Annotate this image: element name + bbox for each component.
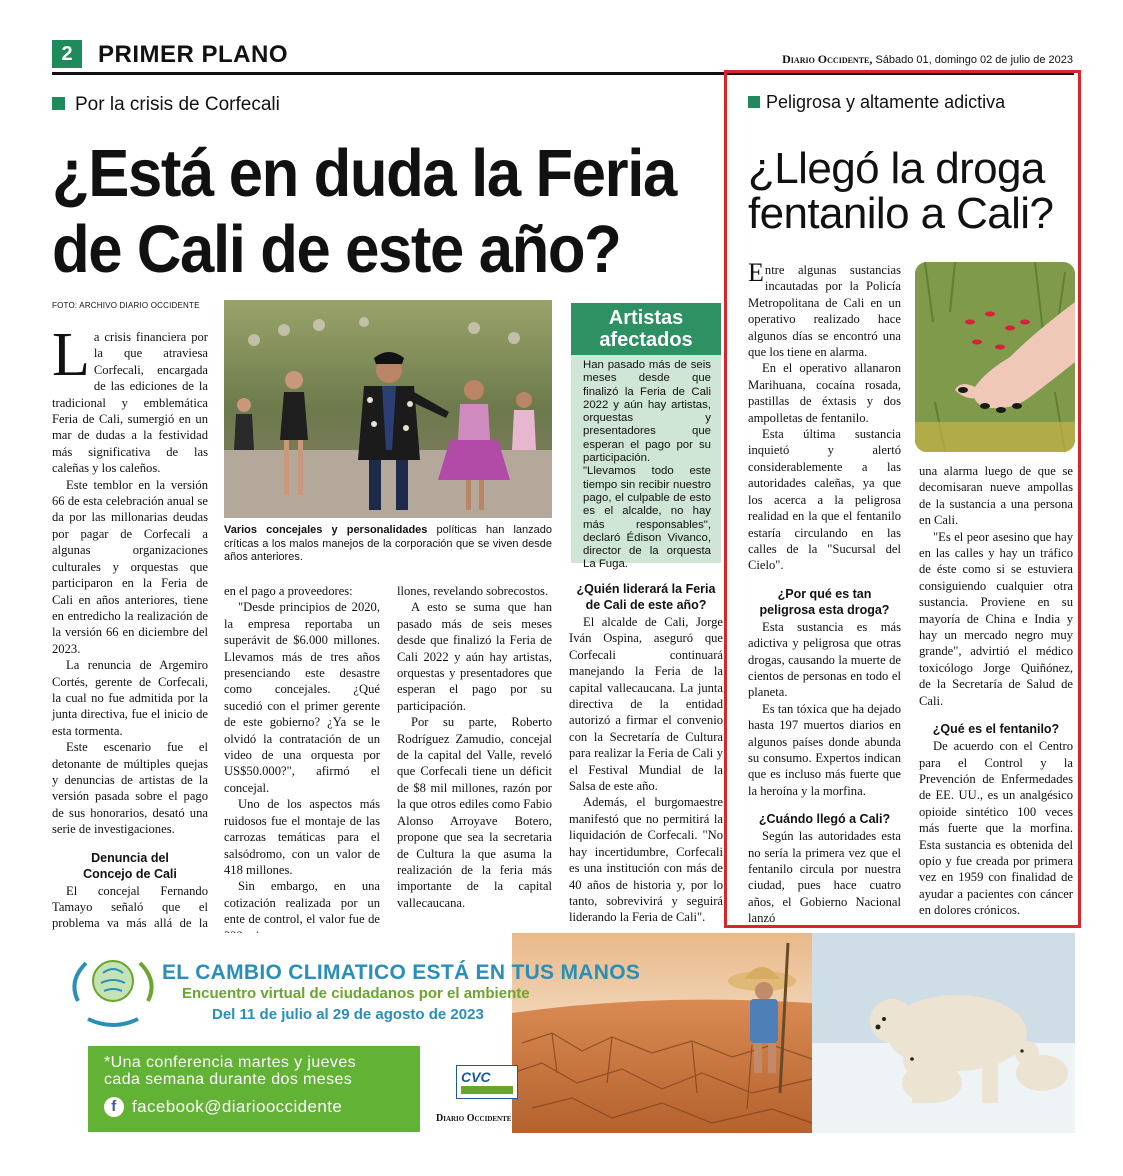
dropcap: L — [52, 321, 90, 389]
dateline — [782, 52, 1073, 67]
dropcap: E — [748, 258, 764, 287]
main-column-3 — [397, 583, 552, 911]
cvc-logo-band — [461, 1086, 513, 1094]
facebook-link[interactable] — [104, 1097, 410, 1117]
main-column-4 — [569, 569, 723, 926]
main-headline-line1: ¿Está en duda la Feria — [52, 136, 676, 211]
paragraph: A esto se suma que han pasado más de seis meses desde que finalizó la Feria de Cali 2022 y aún hay artistas, orquestas y presentadores que esperan el pago por su participación. — [397, 600, 552, 713]
ad-publication-logo: Diario Occidente — [436, 1113, 512, 1124]
hand-illustration — [915, 262, 1075, 452]
subheading-line: Denuncia del — [91, 850, 169, 865]
sidebar-paragraph: "Llevamos todo este tiempo sin recibir nuestro pago, el culpable de esto es el alcalde, no hay más responsables", declaró Édison Vivanco, director de la orquesta La Fuga. — [583, 465, 711, 571]
publication-name: Diario Occidente, — [782, 52, 873, 66]
paragraph: ntre algunas sustancias incautadas por la Policía Metropolitana de Cali en un operativo realizado hace algunos días se encontró una que los tiene en alarma. — [748, 263, 901, 360]
subheading-line: peligrosa esta droga? — [759, 602, 890, 617]
paragraph: "Es el peor asesino que hay en las calles y hay un tráfico de éste como si se estuviera consiguiendo cualquier otra sustancia. Proviene en su mayoría de China e India y hay un mercado negro muy grande", advirtió el médico toxicólogo Jorge Quiñónez, de la Secretaría de Salud de Cali. — [919, 529, 1073, 708]
paragraph: en el pago a proveedores: — [224, 584, 353, 598]
paragraph: llones, revelando sobrecostos. — [397, 584, 549, 598]
main-headline — [52, 136, 678, 288]
paragraph: Este temblor en la versión 66 de esta celebración anual se da por las millonarias deudas por pagar de Corfecali a algunas organizaciones culturales y orquestas que participaron en la Feria de Cali en años anteriores, tiene en entredicho la realización de la versión 66 en diciembre del 2023. — [52, 477, 208, 656]
paragraph: Además, el burgomaestre manifestó que no permitirá la liquidación de Corfecali. "No hay incertidumbre, Corfecali es una institución con más de 40 años de historia y, por lo tanto, sobrevivirá y seguirá liderando la Feria de Cali". — [569, 795, 723, 925]
issue-date: Sábado 01, domingo 02 de julio de 2023 — [875, 54, 1073, 66]
paragraph: Es tan tóxica que ha dejado hasta 197 muertos diarios en algunos países donde abunda su consumo. Expertos indican que es incluso más fuerte que la heroína y la morfina. — [748, 701, 901, 798]
sidebar-paragraph: Han pasado más de seis meses desde que finalizó la Feria de Cali 2022 y aún hay artistas, orquestas y presentadores que esperan el pago por su participación. — [583, 359, 711, 465]
right-headline — [748, 146, 1078, 236]
paragraph: una alarma luego de que se decomisaran nueve ampollas de la sustancia a una persona en Cali. — [919, 464, 1073, 528]
dancers-illustration — [224, 300, 552, 518]
right-column-2 — [919, 463, 1073, 919]
paragraph: Sin embargo, en una cotización realizada por un ente de control, el valor fue de — [224, 879, 380, 927]
paragraph: "Desde principios de 2020, la empresa reportaba un superávit de $6.000 millones. Llevamos más de tres años presenciando este desastre como concejales. ¿Qué sucedió con el primer gerente de este gobierno? ¿Ya se le olvidó la contratación de un video de una orquesta por US$50.000?", afirmó el concejal. — [224, 600, 380, 795]
paragraph: Según las autoridades esta no sería la primera vez que el fentanilo circula por nuestra ciudad, pues hace cuatro años, el Gobierno Nacional lanzó — [748, 829, 901, 926]
ad-subtitle: Encuentro virtual de ciudadanos por el ambiente — [182, 985, 530, 1002]
main-kicker — [52, 94, 280, 116]
photo-credit: FOTO: ARCHIVO DIARIO OCCIDENTE — [52, 301, 200, 310]
paragraph: Esta última sustancia inquietó y alertó considerablemente a las autoridades caleñas, ya que los acerca a la peligrosa realidad en la que el fentanilo estaría circulando en las calles de la "Sucursal del Cielo". — [748, 427, 901, 573]
paragraph: De acuerdo con el Centro para el Control y la Prevención de Enfermedades de EE. UU., es un analgésico opioide sintético 100 veces más fuerte que la morfina. Esta sustancia es obtenida del opio y fue creada por primera vez en 1959 con finalidad de ayudar a pacientes con cáncer en dolores crónicos. — [919, 739, 1073, 918]
subheading-line: Concejo de Cali — [83, 866, 177, 881]
facebook-handle: facebook@diariooccidente — [132, 1097, 343, 1116]
paragraph: Por su parte, Roberto Rodríguez Zamudio, concejal de la capital del Valle, reveló que Corfecali tiene un déficit de $8 mil millones, razón por la que otros ediles como Fabio Alonso Arroyave Botero, propone que sea la secretaria de Cultura la que asuma la realización de la feria más importante de la capital vallecaucana. — [397, 715, 552, 910]
main-column-1 — [52, 321, 208, 948]
ad-info-line1: *Una conferencia martes y jueves — [104, 1054, 357, 1071]
subheading-line: ¿Por qué es tan — [777, 586, 872, 601]
main-kicker-text: Por la crisis de Corfecali — [75, 94, 280, 115]
paragraph: En el operativo allanaron Marihuana, cocaína rosada, pastillas de éxtasis y dos ampolletas de fentanilo. — [748, 361, 901, 425]
paragraph: a crisis financiera por la que atraviesa Corfecali, encargada de las ediciones de la tradicional y emblemática Feria de Cali, sumergió en un mar de dudas a la festividad más significativa de las caleñas y los caleños. — [52, 330, 208, 476]
paragraph: El concejal Fernando Tamayo señaló que el problema va más allá de la — [52, 883, 208, 931]
ad-dates: Del 11 de julio al 29 de agosto de 2023 — [212, 1006, 484, 1023]
main-column-2 — [224, 583, 380, 944]
subheading — [569, 581, 723, 613]
cvc-logo — [456, 1065, 518, 1099]
ad-info-box — [88, 1046, 420, 1132]
subheading: ¿Qué es el fentanilo? — [932, 722, 1060, 737]
facebook-icon: f — [104, 1097, 124, 1117]
sidebar-title — [571, 303, 721, 355]
subheading — [748, 586, 901, 618]
subheading-line: ¿Quién liderará la Feria — [576, 582, 716, 596]
paragraph: La renuncia de Argemiro Cortés, gerente de Corfecali, la cual no fue admitida por la junta directiva, fue el inicio de esta tormenta. — [52, 658, 208, 738]
paragraph: Esta sustancia es más adictiva y peligrosa que otras drogas, causando la muerte de cientos de personas en todo el planeta. — [748, 619, 901, 700]
right-column-1 — [748, 258, 901, 927]
caption-bold: Varios concejales y personalidades — [224, 524, 428, 536]
climate-ad[interactable] — [52, 933, 1075, 1133]
main-headline-line2: de Cali de este año? — [52, 212, 621, 287]
right-kicker-text: Peligrosa y altamente adictiva — [766, 92, 1006, 112]
ad-title: EL CAMBIO CLIMATICO ESTÁ EN TUS MANOS — [162, 961, 641, 984]
paragraph: Este escenario fue el detonante de múltiples quejas y denuncias de artistas de la versión pasada sobre el pago de sus honorarios, desató una serie de investigaciones. — [52, 740, 208, 837]
kicker-square-icon — [748, 96, 760, 108]
cvc-logo-text: CVC — [461, 1069, 491, 1085]
kicker-square-icon — [52, 97, 65, 110]
paragraph: Uno de los aspectos más ruidosos fue el montaje de las carrozas temáticas para el salsódromo, con un valor de 418 millones. — [224, 797, 380, 877]
subheading: ¿Cuándo llegó a Cali? — [758, 812, 891, 827]
caption-text: políticas han lanzado críticas a los malos manejos de la corporación que se viven desde años anteriores. — [224, 524, 552, 563]
page-number: 2 — [52, 40, 82, 68]
brain-hands-logo — [68, 941, 158, 1031]
ad-info-line2: cada semana durante dos meses — [104, 1071, 353, 1088]
festival-photo — [224, 300, 552, 518]
sidebar-title-line2: afectados — [599, 329, 693, 351]
hand-pills-photo — [915, 262, 1075, 452]
right-headline-line1: ¿Llegó la droga — [748, 144, 1045, 193]
photo-caption — [224, 524, 552, 565]
sidebar-box — [571, 355, 721, 571]
right-headline-line2: fentanilo a Cali? — [748, 189, 1054, 238]
paragraph: El alcalde de Cali, Jorge Iván Ospina, aseguró que Corfecali continuará manejando la Feria de la capital vallecaucana. La junta directiva de la entidad autorizó a firmar el convenio con la Secretaría de Cultura para realizar la Feria de Cali y el Festival Mundial de la Salsa de este año. — [569, 615, 723, 794]
subheading — [52, 850, 208, 882]
right-kicker — [748, 91, 1005, 113]
sidebar-title-line1: Artistas — [608, 307, 684, 329]
section-title: PRIMER PLANO — [98, 41, 289, 68]
subheading-line: de Cali de este año? — [585, 598, 707, 612]
